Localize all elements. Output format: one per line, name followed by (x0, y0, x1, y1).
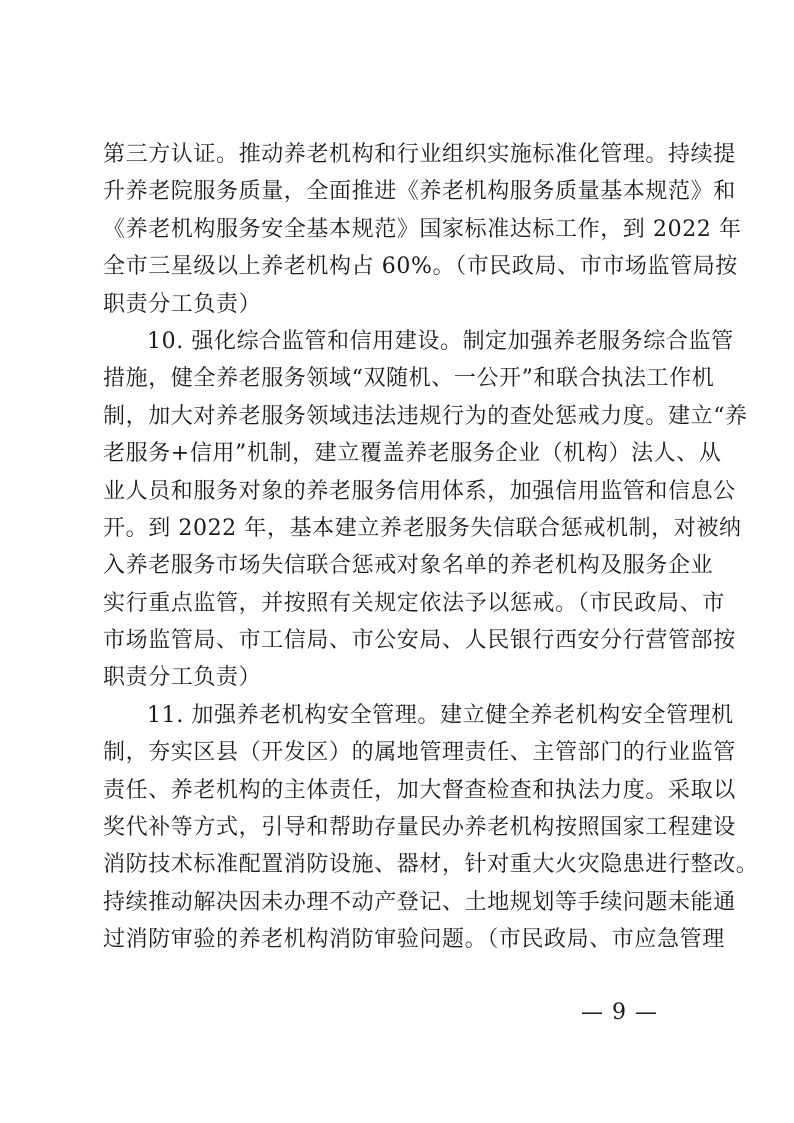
section-heading-line: 10. 强化综合监管和信用建设。制定加强养老服务综合监管 (147, 328, 734, 354)
text-line: 业人员和服务对象的养老服务信用体系，加强信用监管和信息公 (103, 478, 736, 504)
text-line: 老服务+信用”机制，建立覆盖养老服务企业（机构）法人、从 (103, 441, 722, 467)
text-line: 责任、养老机构的主体责任，加大督查检查和执法力度。采取以 (103, 777, 736, 803)
text-line: 制，夯实区县（开发区）的属地管理责任、主管部门的行业监管 (103, 740, 736, 766)
text-line: 职责分工负责） (103, 291, 262, 317)
text-line: 职责分工负责） (103, 665, 262, 691)
text-line: 实行重点监管，并按照有关规定依法予以惩戒。（市民政局、市 (103, 590, 725, 616)
page-number: — 9 — (581, 1000, 658, 1025)
text-line: 第三方认证。推动养老机构和行业组织实施标准化管理。持续提 (103, 142, 736, 167)
text-line: 入养老服务市场失信联合惩戒对象名单的养老机构及服务企业 (103, 553, 714, 579)
text-line: 消防技术标准配置消防设施、器材，针对重大火灾隐患进行整改。 (103, 852, 759, 878)
text-line: 《养老机构服务安全基本规范》国家标准达标工作，到 2022 年 (103, 216, 742, 242)
text-line: 奖代补等方式，引导和帮助存量民办养老机构按照国家工程建设 (103, 815, 736, 841)
text-line: 制，加大对养老服务领域违法违规行为的查处惩戒力度。建立“养 (103, 403, 748, 429)
section-heading-line: 11. 加强养老机构安全管理。建立健全养老机构安全管理机 (147, 702, 734, 728)
text-line: 持续推动解决因未办理不动产登记、土地规划等手续问题未能通 (103, 889, 736, 915)
text-line: 全市三星级以上养老机构占 60%。（市民政局、市市场监管局按 (103, 254, 738, 280)
text-line: 开。到 2022 年，基本建立养老服务失信联合惩戒机制，对被纳 (103, 515, 742, 541)
body-text (103, 136, 759, 959)
text-line: 市场监管局、市工信局、市公安局、人民银行西安分行营管部按 (103, 628, 736, 654)
text-line: 过消防审验的养老机构消防审验问题。（市民政局、市应急管理 (103, 927, 725, 953)
text-line: 措施，健全养老服务领域“双随机、一公开”和联合执法工作机 (103, 366, 715, 392)
text-line: 升养老院服务质量，全面推进《养老机构服务质量基本规范》和 (103, 179, 736, 205)
